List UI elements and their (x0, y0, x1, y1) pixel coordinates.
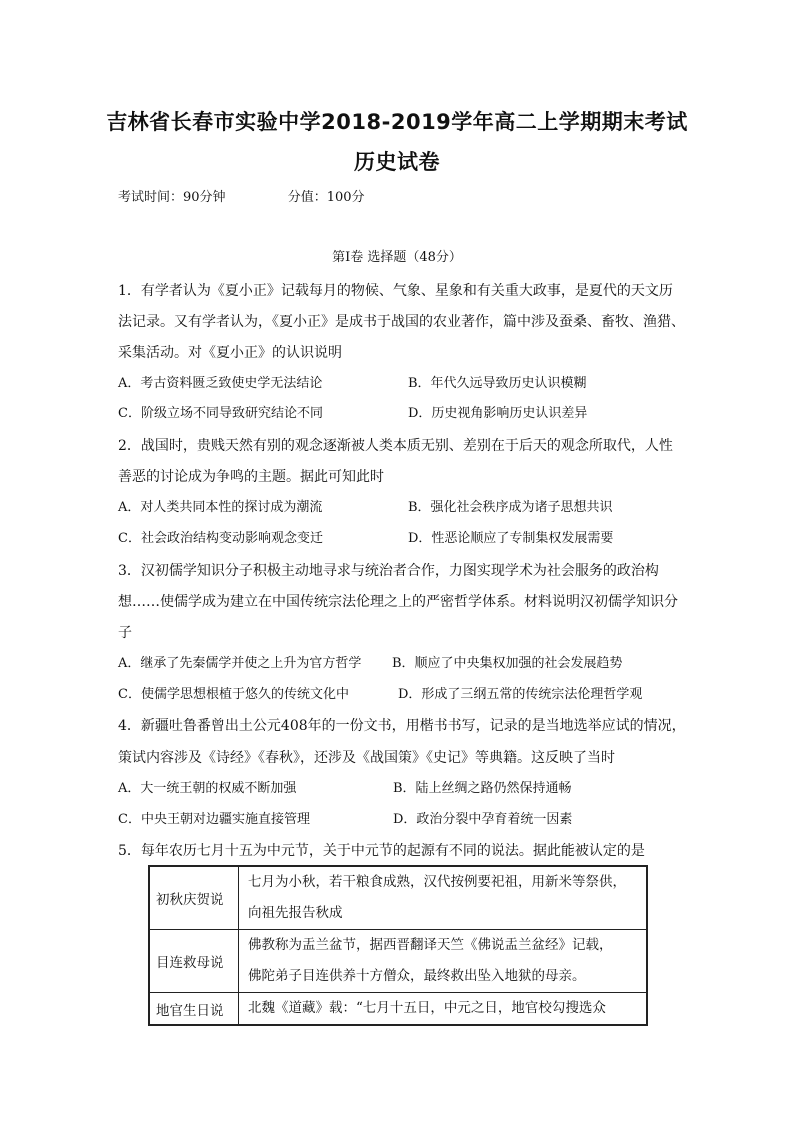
table-text: 佛教称为盂兰盆节，据西晋翻译天竺《佛说盂兰盆经》记载， (248, 937, 613, 953)
question-1-line-3: 采集活动。对《夏小正》的认识说明 (118, 345, 342, 361)
question-3-option-b[interactable]: B．顺应了中央集权加强的社会发展趋势 (392, 656, 623, 671)
question-1-option-d[interactable]: D．历史视角影响历史认识差异 (408, 406, 588, 421)
question-3-option-d[interactable]: D．形成了三纲五常的传统宗法伦理哲学观 (398, 687, 643, 702)
section-title: 第Ⅰ卷 选择题（48分） (332, 250, 462, 265)
question-4-option-c[interactable]: C．中央王朝对边疆实施直接管理 (118, 812, 310, 827)
exam-title-line2: 历史试卷 (354, 150, 440, 174)
question-3-line-1: 3．汉初儒学知识分子积极主动地寻求与统治者合作，力图实现学术为社会服务的政治构 (118, 563, 659, 579)
question-2-line-1: 2．战国时，贵贱天然有别的观念逐渐被人类本质无别、差别在于后天的观念所取代，人性 (118, 438, 673, 454)
table-key: 地官生日说 (149, 993, 239, 1026)
table-value (239, 930, 648, 993)
table-text: 向祖先报告秋成 (248, 905, 343, 921)
question-3-line-2: 想……使儒学成为建立在中国传统宗法伦理之上的严密哲学体系。材料说明汉初儒学知识分 (118, 594, 678, 610)
question-1-line-2: 法记录。又有学者认为，《夏小正》是成书于战国的农业著作，篇中涉及蚕桑、畜牧、渔猎、 (118, 314, 685, 330)
question-2-option-a[interactable]: A．对人类共同本性的探讨成为潮流 (118, 500, 323, 515)
question-3-line-3: 子 (118, 625, 132, 641)
exam-score: 分值：100分 (287, 190, 365, 205)
table-value (239, 866, 648, 930)
table-row (149, 930, 647, 993)
table-text: 北魏《道藏》载：“七月十五日，中元之日，地官校勾搜选众 (248, 1000, 606, 1016)
table-text: 佛陀弟子目连供养十方僧众，最终救出坠入地狱的母亲。 (248, 968, 586, 984)
question-2-option-d[interactable]: D．性恶论顺应了专制集权发展需要 (408, 531, 614, 546)
exam-time: 考试时间：90分钟 (118, 190, 226, 205)
question-4-line-1: 4．新疆吐鲁番曾出土公元408年的一份文书，用楷书书写，记录的是当地选举应试的情况， (118, 718, 686, 734)
question-1-option-c[interactable]: C．阶级立场不同导致研究结论不同 (118, 406, 323, 421)
question-2-option-b[interactable]: B．强化社会秩序成为诸子思想共识 (408, 500, 613, 515)
table-value (239, 993, 648, 1026)
question-5-line-1: 5．每年农历七月十五为中元节，关于中元节的起源有不同的说法。据此能被认定的是 (118, 843, 645, 859)
table-key: 初秋庆贺说 (149, 866, 239, 930)
exam-meta (118, 186, 365, 205)
origin-table (148, 865, 648, 1026)
question-4-option-a[interactable]: A．大一统王朝的权威不断加强 (118, 781, 297, 796)
question-4-line-2: 策试内容涉及《诗经》《春秋》，还涉及《战国策》《史记》等典籍。这反映了当时 (118, 750, 615, 766)
question-1-option-b[interactable]: B．年代久远导致历史认识模糊 (408, 376, 587, 391)
question-2-line-2: 善恶的讨论成为争鸣的主题。据此可知此时 (118, 469, 384, 485)
question-2-option-c[interactable]: C．社会政治结构变动影响观念变迁 (118, 531, 323, 546)
question-1-line-1: 1．有学者认为《夏小正》记载每月的物候、气象、星象和有关重大政事，是夏代的天文历 (118, 283, 673, 299)
question-4-option-b[interactable]: B．陆上丝绸之路仍然保持通畅 (393, 781, 572, 796)
exam-title-line1: 吉林省长春市实验中学2018-2019学年高二上学期期末考试 (106, 110, 688, 134)
question-3-option-c[interactable]: C．使儒学思想根植于悠久的传统文化中 (118, 687, 349, 702)
table-text: 七月为小秋，若干粮食成熟，汉代按例要祀祖，用新米等祭供， (248, 874, 626, 890)
table-key: 目连救母说 (149, 930, 239, 993)
question-3-option-a[interactable]: A．继承了先秦儒学并使之上升为官方哲学 (118, 656, 362, 671)
question-1-option-a[interactable]: A．考古资料匮乏致使史学无法结论 (118, 376, 323, 391)
table-row (149, 993, 647, 1026)
table-row (149, 866, 647, 930)
question-4-option-d[interactable]: D．政治分裂中孕育着统一因素 (393, 812, 573, 827)
